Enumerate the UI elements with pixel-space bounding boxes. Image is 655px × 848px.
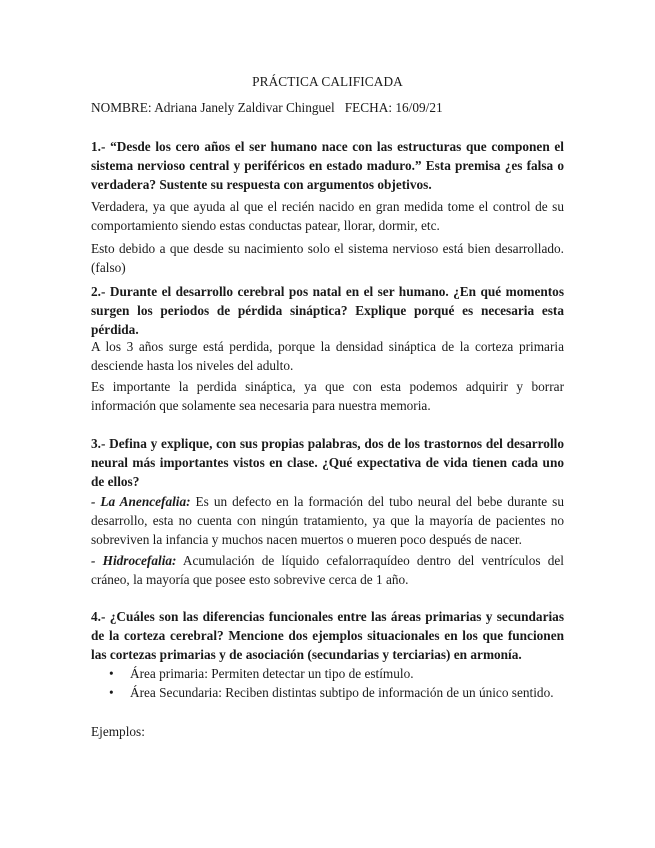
bullet-icon: • <box>109 685 114 700</box>
question-1: 1.- “Desde los cero años el ser humano nace con las estructuras que componen el sistema nervioso central y periféricos en estado maduro.” Esta premisa ¿es falsa o verdadera? Sustente su respuesta con argumentos objetivos. <box>91 139 564 192</box>
question-4: 4.- ¿Cuáles son las diferencias funcionales entre las áreas primarias y secundarias de la corteza cerebral? Mencione dos ejemplos situacionales en los que funcionen las cortezas primarias y de asociación (secundarias y terciarias) en armonía. <box>91 609 564 662</box>
student-info-line <box>91 100 443 116</box>
disorder-text-anencefalia: Es un defecto en la formación del tubo neural del bebe durante su desarrollo, esta no cuenta con ningún tratamiento, ya que la mayoría de pacientes no sobreviven la infancia y muchos nacen muertos o mueren poco después de nacer. <box>91 494 564 547</box>
disorder-item-anencefalia <box>91 492 564 549</box>
answer-2-paragraph-1: A los 3 años surge está perdida, porque la densidad sináptica de la corteza primaria desciende hasta los niveles del adulto. <box>91 339 564 373</box>
date-value: 16/09/21 <box>395 100 443 115</box>
date-label: FECHA: <box>344 100 393 115</box>
bullet-text: Área Secundaria: Reciben distintas subtipo de información de un único sentido. <box>130 685 554 700</box>
disorder-text-hidrocefalia: Acumulación de líquido cefalorraquídeo dentro del ventrículos del cráneo, la mayoría que posee esto sobrevive cerca de 1 año. <box>91 553 565 587</box>
bullet-icon: • <box>109 666 114 681</box>
answer-2-paragraph-2: Es importante la perdida sináptica, ya que con esta podemos adquirir y borrar información que solamente sea necesaria para nuestra memoria. <box>91 379 564 413</box>
disorder-term-anencefalia: - La Anencefalia: <box>91 494 191 509</box>
list-item <box>91 664 564 683</box>
disorder-term-hidrocefalia: - Hidrocefalia: <box>91 553 177 568</box>
document-title: PRÁCTICA CALIFICADA <box>252 74 403 89</box>
areas-bullet-list <box>91 664 564 702</box>
answer-1-paragraph-1: Verdadera, ya que ayuda al que el recién nacido en gran medida tome el control de su comportamiento siendo estas conductas patear, llorar, dormir, etc. <box>91 199 564 233</box>
examples-label: Ejemplos: <box>91 724 145 739</box>
question-2: 2.- Durante el desarrollo cerebral pos natal en el ser humano. ¿En qué momentos surgen los periodos de pérdida sináptica? Explique porqué es necesaria esta pérdida. <box>91 284 564 337</box>
student-name: Adriana Janely Zaldivar Chinguel <box>154 100 335 115</box>
bullet-text: Área primaria: Permiten detectar un tipo de estímulo. <box>130 666 414 681</box>
name-label: NOMBRE: <box>91 100 152 115</box>
list-item <box>91 683 564 702</box>
answer-1-paragraph-2: Esto debido a que desde su nacimiento solo el sistema nervioso está bien desarrollado. (falso) <box>91 241 564 275</box>
question-3: 3.- Defina y explique, con sus propias palabras, dos de los trastornos del desarrollo neural más importantes vistos en clase. ¿Qué expectativa de vida tienen cada uno de ellos? <box>91 436 564 489</box>
disorder-item-hidrocefalia <box>91 551 564 589</box>
